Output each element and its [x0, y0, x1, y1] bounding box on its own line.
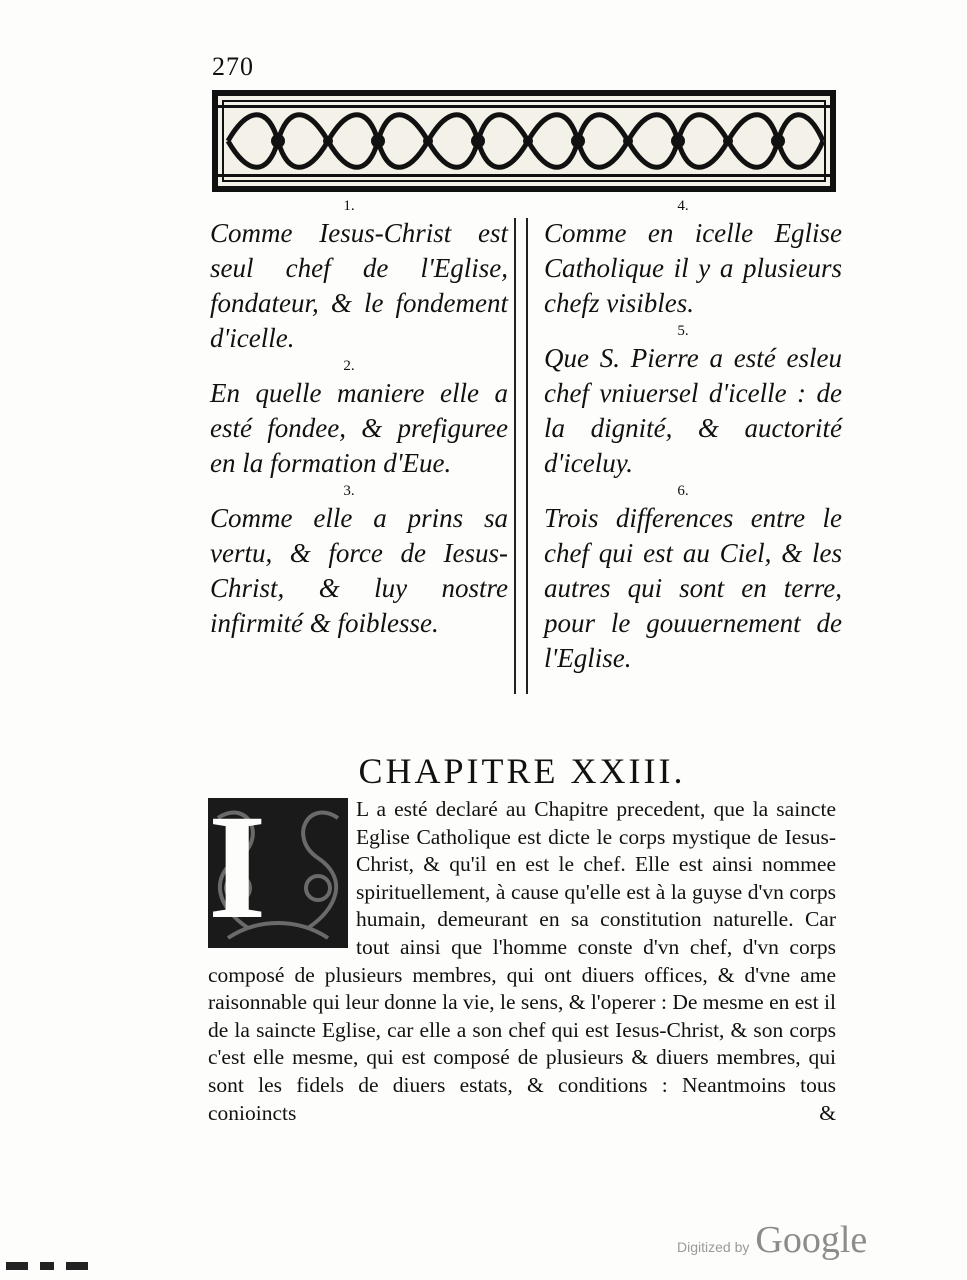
summary-column-right [544, 196, 842, 676]
column-divider-rule [526, 218, 528, 694]
summary-item [210, 358, 508, 481]
summary-item-number: 1. [343, 198, 355, 214]
decorated-initial [208, 784, 348, 950]
chapter-body-text: L a esté declaré au Chapitre precedent, que la saincte Eglise Catholique est dicte le corps mystique de Iesus-Christ, & qu'il en est le chef. Elle est ainsi nommee spirituellement, à cause qu'elle est à la guyse d'vn corps humain, demeurant en sa constitution naturelle. Car tout ainsi que l'homme conste d'vn chef, d'vn corps composé de plusieurs membres, qui ont diuers offices, & d'vne ame raisonnable qui leur donne la vie, le sens, & l'operer : De mesme en est il de la saincte Eglise, car elle a son chef qui est Iesus-Christ, & son corps c'est elle mesme, qui est composé de plusieurs & diuers membres, qui sont les fidels de diuers estats, & conditions : Neantmoins tous conioincts & [208, 797, 836, 1125]
summary-item [210, 198, 508, 356]
scan-edge-marks [0, 1262, 110, 1272]
scan-mark [40, 1262, 54, 1270]
summary-column-left [210, 196, 508, 641]
page-number: 270 [212, 52, 254, 81]
summary-item-number: 2. [343, 358, 355, 374]
ornament-pattern [218, 96, 830, 186]
ornamental-header-band [212, 90, 836, 192]
chapter-title: CHAPITRE XXIII. [358, 750, 686, 791]
scan-mark [66, 1262, 88, 1270]
summary-item-text: Comme elle a prins sa vertu, & force de Iesus-Christ, & luy nostre infirmité & foiblesse. [210, 503, 508, 638]
chapter-summary [210, 196, 844, 696]
summary-item-number: 3. [343, 483, 355, 499]
scan-mark [6, 1262, 28, 1270]
summary-item [544, 198, 842, 321]
summary-item [544, 323, 842, 481]
summary-item [210, 483, 508, 641]
summary-item-text: Comme en icelle Eglise Catholique il y a plusieurs chefz visibles. [544, 218, 842, 318]
chapter-body [208, 784, 836, 1127]
drop-cap-letter: I [208, 784, 267, 950]
summary-item-number: 6. [677, 483, 689, 499]
summary-item-number: 5. [677, 323, 689, 339]
summary-item-text: Que S. Pierre a esté esleu chef vniuersel d'icelle : de la dignité, & auctorité d'iceluy. [544, 343, 842, 478]
watermark-logo: Google [755, 1219, 868, 1261]
summary-item-text: Trois differences entre le chef qui est au Ciel, & les autres qui sont en terre, pour le gouuernement de l'Eglise. [544, 503, 842, 673]
summary-item-number: 4. [677, 198, 689, 214]
digitization-watermark [677, 1218, 867, 1262]
summary-item-text: Comme Iesus-Christ est seul chef de l'Eglise, fondateur, & le fondement d'icelle. [210, 218, 508, 353]
column-divider-rule [514, 218, 516, 694]
watermark-prefix: Digitized by [677, 1239, 750, 1255]
summary-item [544, 483, 842, 676]
summary-item-text: En quelle maniere elle a esté fondee, & prefiguree en la formation d'Eue. [210, 378, 508, 478]
